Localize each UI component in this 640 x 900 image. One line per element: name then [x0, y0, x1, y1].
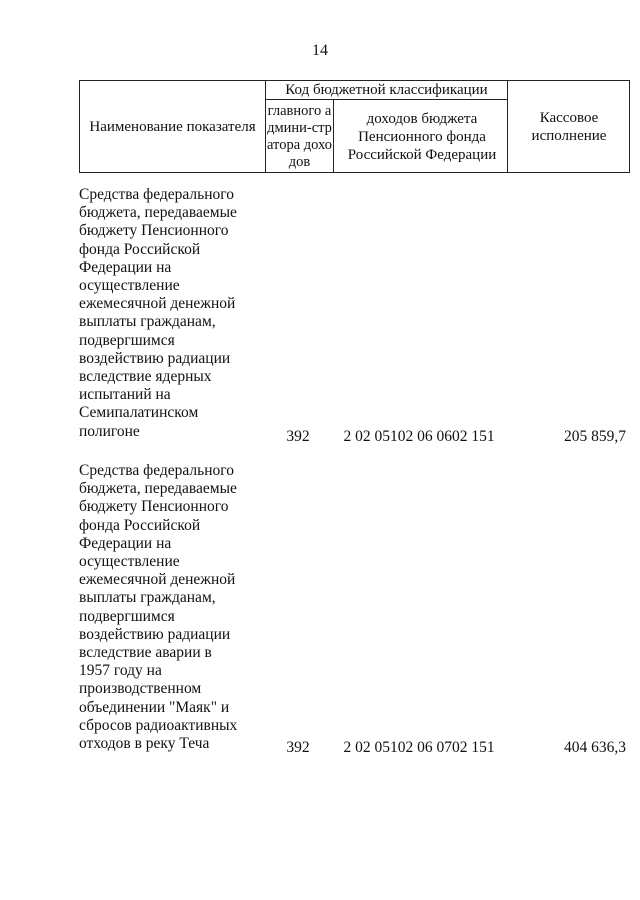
row-admin-code: 392 [286, 428, 310, 445]
row-amount: 205 859,7 [564, 428, 626, 445]
header-divider [333, 99, 334, 173]
header-divider [507, 80, 508, 173]
row-name: Средства федерального бюджета, передаваемые бюджету Пенсионного фонда Российской Федерации на осуществление ежемесячной денежной выплаты гражданам, подвергшимся воздействию радиации вследствие ядерных испытаний на Семипалатинском полигоне [79, 186, 237, 440]
header-income: доходов бюджета Пенсионного фонда Российской Федерации [347, 110, 497, 163]
header-execution: Кассовое исполнение [531, 109, 607, 144]
row-amount: 404 636,3 [564, 739, 626, 756]
row-name: Средства федерального бюджета, передаваемые бюджету Пенсионного фонда Российской Федерации на осуществление ежемесячной денежной выплаты гражданам, подвергшимся воздействию радиации вследствие аварии в 1957 году на производственном объединении "Маяк" и сбросов радиоактивных отходов в реку Теча [79, 462, 238, 753]
row-admin-code: 392 [286, 739, 310, 756]
page-number: 14 [312, 42, 328, 59]
header-name: Наименование показателя [89, 118, 256, 135]
header-admin: главного админи-стратора доходов [267, 102, 332, 170]
row-income-code: 2 02 05102 06 0602 151 [343, 428, 495, 445]
row-income-code: 2 02 05102 06 0702 151 [343, 739, 495, 756]
header-budget-code-group: Код бюджетной классификации [285, 82, 488, 98]
